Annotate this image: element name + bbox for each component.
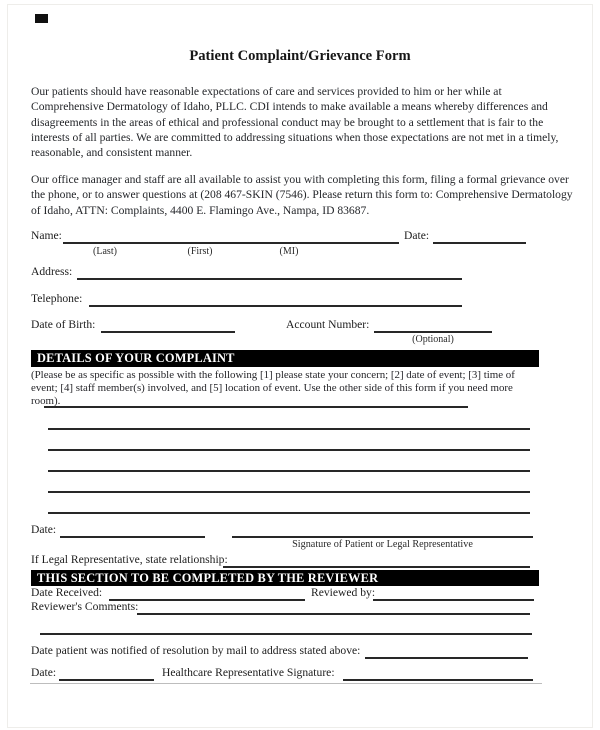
notified-by-mail-label: Date patient was notified of resolution by mail to address stated above:	[31, 644, 361, 657]
date-of-birth-field-line[interactable]	[101, 331, 235, 333]
telephone-label: Telephone:	[31, 292, 83, 305]
reviewer-date-field-line[interactable]	[59, 679, 154, 681]
scan-artifact-mark	[35, 14, 48, 23]
patient-signature-caption: Signature of Patient or Legal Representative	[292, 539, 473, 550]
form-title: Patient Complaint/Grievance Form	[189, 48, 411, 64]
complaint-text-line-1[interactable]	[44, 406, 468, 408]
account-number-label: Account Number:	[286, 318, 370, 331]
complaint-text-line-6[interactable]	[48, 512, 530, 514]
date-received-field-line[interactable]	[109, 599, 305, 601]
reviewer-comments-field-line[interactable]	[137, 613, 530, 615]
account-optional-sublabel: (Optional)	[412, 334, 454, 345]
date-label: Date:	[404, 229, 430, 242]
intro-paragraph-1: Our patients should have reasonable expectations of care and services provided to him or her while at Comprehensive Dermatology of Idaho, PLLC. CDI intends to make available a means whereby differences and disagreements in the areas of ethical and professional conduct may be brought to a settlement that is fair to the interests of all parties. We are committed to addressing situations when those expectations are not met in a timely, reasonable, and consistent manner.	[31, 85, 559, 160]
address-label: Address:	[31, 265, 73, 278]
complaint-date-label: Date:	[31, 523, 57, 536]
healthcare-representative-signature-line[interactable]	[343, 679, 533, 681]
reviewed-by-field-line[interactable]	[373, 599, 534, 601]
date-received-label: Date Received:	[31, 586, 103, 599]
complaint-text-line-2[interactable]	[48, 428, 530, 430]
complaint-text-line-5[interactable]	[48, 491, 530, 493]
bottom-scan-line	[30, 683, 542, 684]
address-field-line[interactable]	[77, 278, 462, 280]
legal-representative-relationship-label: If Legal Representative, state relationship:	[31, 553, 228, 566]
reviewer-date-label: Date:	[31, 666, 57, 679]
date-of-birth-label: Date of Birth:	[31, 318, 96, 331]
name-label: Name:	[31, 229, 62, 242]
complaint-instructions: (Please be as specific as possible with the following [1] please state your concern; [2] date of event; [3] time of event; [4] staff member(s) involved, and [5] location of event. Use the other side of this form if you need more room).	[31, 369, 515, 407]
complaint-text-line-4[interactable]	[48, 470, 530, 472]
name-field-line[interactable]	[63, 242, 399, 244]
reviewed-by-label: Reviewed by:	[311, 586, 376, 599]
relationship-field-line[interactable]	[223, 566, 530, 568]
reviewer-comments-extra-line[interactable]	[40, 633, 532, 635]
reviewer-section-header: THIS SECTION TO BE COMPLETED BY THE REVIEWER	[31, 570, 539, 586]
name-last-sublabel: (Last)	[93, 246, 117, 257]
complaint-section-header: DETAILS OF YOUR COMPLAINT	[31, 350, 539, 367]
reviewer-comments-label: Reviewer's Comments:	[31, 600, 139, 613]
account-number-field-line[interactable]	[374, 331, 492, 333]
name-first-sublabel: (First)	[187, 246, 213, 257]
name-mi-sublabel: (MI)	[279, 246, 299, 257]
complaint-date-field-line[interactable]	[60, 536, 205, 538]
patient-signature-line[interactable]	[232, 536, 533, 538]
healthcare-representative-signature-label: Healthcare Representative Signature:	[162, 666, 335, 679]
telephone-field-line[interactable]	[89, 305, 462, 307]
intro-paragraph-2: Our office manager and staff are all available to assist you with completing this form, filing a formal grievance over the phone, or to answer questions at (208 467-SKIN (7546). Please return this form to: Comprehensive Dermatology of Idaho, ATTN: Complaints, 4400 E. Flamingo Ave., Nampa, ID 83687.	[31, 173, 573, 217]
date-field-line[interactable]	[433, 242, 526, 244]
notified-date-field-line[interactable]	[365, 657, 528, 659]
complaint-text-line-3[interactable]	[48, 449, 530, 451]
